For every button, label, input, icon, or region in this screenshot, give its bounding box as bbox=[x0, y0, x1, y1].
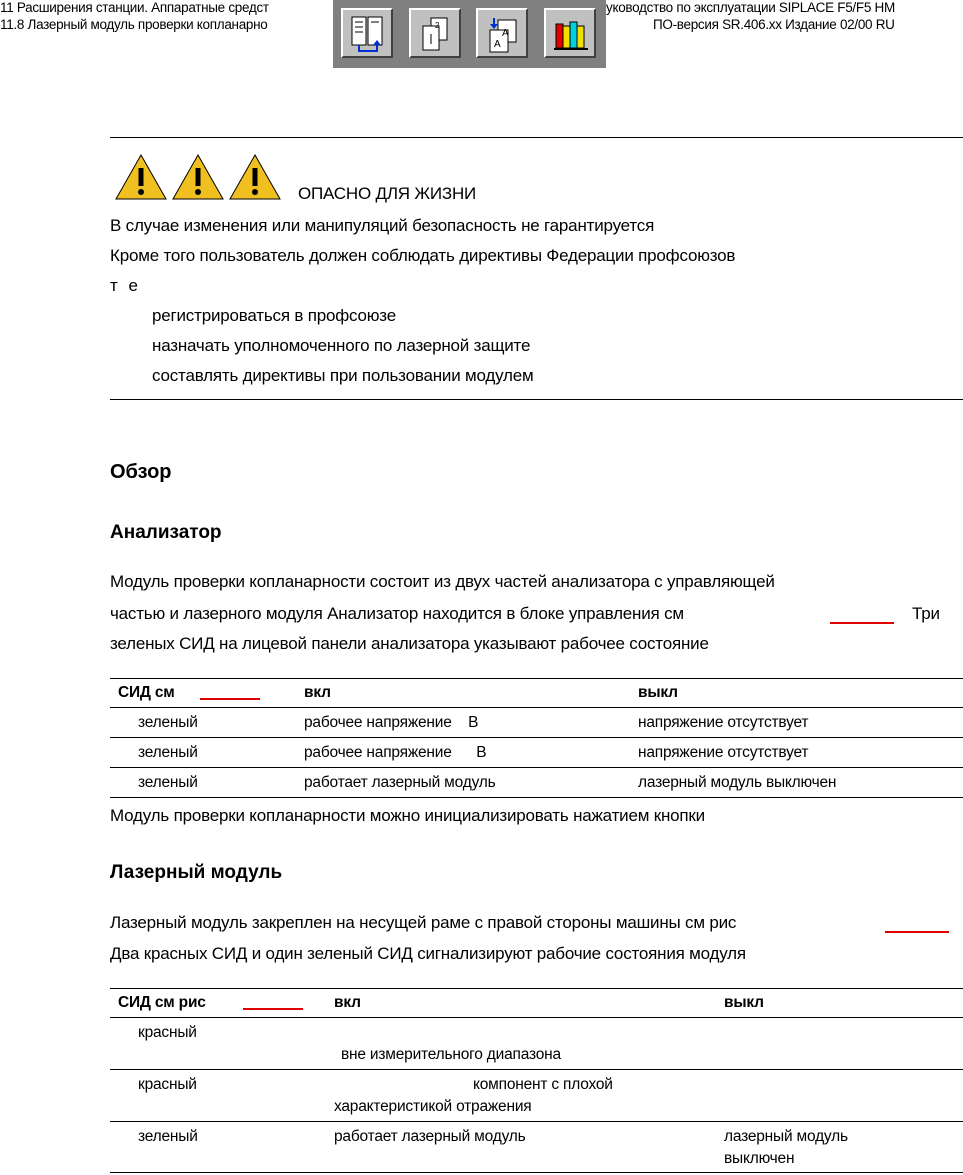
table-cell: зеленый bbox=[138, 714, 198, 731]
warning-icon bbox=[116, 155, 166, 199]
table-cell: работает лазерный модуль bbox=[304, 774, 496, 791]
paragraph-line: Три bbox=[912, 604, 940, 623]
table-cell: рабочее напряжение В bbox=[304, 744, 487, 761]
paragraph-line: зеленых СИД на лицевой панели анализатора указывают рабочее состояние bbox=[110, 634, 709, 653]
table-cell: компонент с плохой bbox=[473, 1076, 613, 1093]
warning-text: т е bbox=[110, 276, 141, 295]
warning-text: В случае изменения или манипуляций безопасность не гарантируется bbox=[110, 216, 655, 235]
table-cell: лазерный модуль выключен bbox=[638, 774, 837, 791]
paragraph-line: Модуль проверки копланарности можно инициализировать нажатием кнопки bbox=[110, 806, 705, 825]
navigation-toolbar bbox=[333, 0, 606, 68]
table-cell: красный bbox=[138, 1076, 197, 1093]
paragraph-line: частью и лазерного модуля Анализатор находится в блоке управления см bbox=[110, 604, 684, 623]
divider bbox=[110, 399, 963, 400]
header-section: 11.8 Лазерный модуль проверки копланарно bbox=[0, 17, 268, 32]
table-border bbox=[110, 1017, 963, 1018]
warning-icon bbox=[173, 155, 223, 199]
table-cell: зеленый bbox=[138, 774, 198, 791]
table-cell: напряжение отсутствует bbox=[638, 714, 809, 731]
subsection-title-analyzer: Анализатор bbox=[110, 522, 222, 543]
table-cell: красный bbox=[138, 1024, 197, 1041]
table-border bbox=[110, 1069, 963, 1070]
library-button[interactable] bbox=[544, 8, 596, 58]
table-cell: лазерный модуль bbox=[724, 1128, 848, 1145]
back-button[interactable] bbox=[476, 8, 528, 58]
table-border bbox=[110, 797, 963, 798]
table-border bbox=[110, 1172, 963, 1173]
warning-text: Кроме того пользователь должен соблюдать директивы Федерации профсоюзов bbox=[110, 246, 736, 265]
table-cell: зеленый bbox=[138, 744, 198, 761]
contents-button[interactable] bbox=[341, 8, 393, 58]
paragraph-line: Модуль проверки копланарности состоит из двух частей анализатора с управляющей bbox=[110, 572, 775, 591]
header-chapter: 11 Расширения станции. Аппаратные средст bbox=[0, 0, 269, 15]
table-header: вкл bbox=[334, 994, 361, 1011]
table-cell: работает лазерный модуль bbox=[334, 1128, 526, 1145]
warning-icon bbox=[230, 155, 280, 199]
svg-text:A: A bbox=[502, 28, 509, 39]
paragraph-line: Два красных СИД и один зеленый СИД сигнализируют рабочие состояния модуля bbox=[110, 944, 746, 963]
table-border bbox=[110, 1121, 963, 1122]
warning-title: ОПАСНО ДЛЯ ЖИЗНИ bbox=[298, 184, 477, 203]
library-icon bbox=[552, 14, 590, 54]
divider bbox=[110, 137, 963, 138]
warning-item: назначать уполномоченного по лазерной защите bbox=[152, 336, 531, 355]
section-title-overview: Обзор bbox=[110, 461, 172, 483]
table-cell: напряжение отсутствует bbox=[638, 744, 809, 761]
paragraph-line: Лазерный модуль закреплен на несущей раме с правой стороны машины см рис bbox=[110, 913, 737, 932]
table-header: вкл bbox=[304, 684, 331, 701]
table-border bbox=[110, 707, 963, 708]
table-cell: зеленый bbox=[138, 1128, 198, 1145]
table-cell: характеристикой отражения bbox=[334, 1098, 532, 1115]
table-cell: выключен bbox=[724, 1150, 795, 1167]
header-manual: уководство по эксплуатации SIPLACE F5/F5 HM bbox=[606, 0, 895, 15]
cross-reference-link[interactable] bbox=[200, 698, 260, 700]
table-cell: рабочее напряжение В bbox=[304, 714, 479, 731]
pages-icon bbox=[417, 14, 455, 54]
svg-text:A: A bbox=[494, 39, 501, 50]
warning-item: регистрироваться в профсоюзе bbox=[152, 306, 396, 325]
contents-icon bbox=[349, 14, 387, 54]
table-border bbox=[110, 767, 963, 768]
subsection-title-laser: Лазерный модуль bbox=[110, 862, 283, 883]
table-cell: вне измерительного диапазона bbox=[341, 1046, 561, 1063]
warning-icons bbox=[114, 152, 284, 207]
table-header: выкл bbox=[724, 994, 764, 1011]
table-border bbox=[110, 678, 963, 679]
table-header: СИД см рис bbox=[118, 994, 206, 1011]
back-icon bbox=[484, 14, 522, 54]
cross-reference-link[interactable] bbox=[243, 1008, 303, 1010]
pages-button[interactable] bbox=[409, 8, 461, 58]
svg-text:2: 2 bbox=[435, 21, 440, 30]
header-version: ПО-версия SR.406.xx Издание 02/00 RU bbox=[653, 17, 895, 32]
table-header: выкл bbox=[638, 684, 678, 701]
cross-reference-link[interactable] bbox=[885, 931, 949, 933]
cross-reference-link[interactable] bbox=[830, 622, 894, 624]
warning-item: составлять директивы при пользовании модулем bbox=[152, 366, 534, 385]
table-border bbox=[110, 737, 963, 738]
table-header: СИД см bbox=[118, 684, 175, 701]
table-border bbox=[110, 988, 963, 989]
